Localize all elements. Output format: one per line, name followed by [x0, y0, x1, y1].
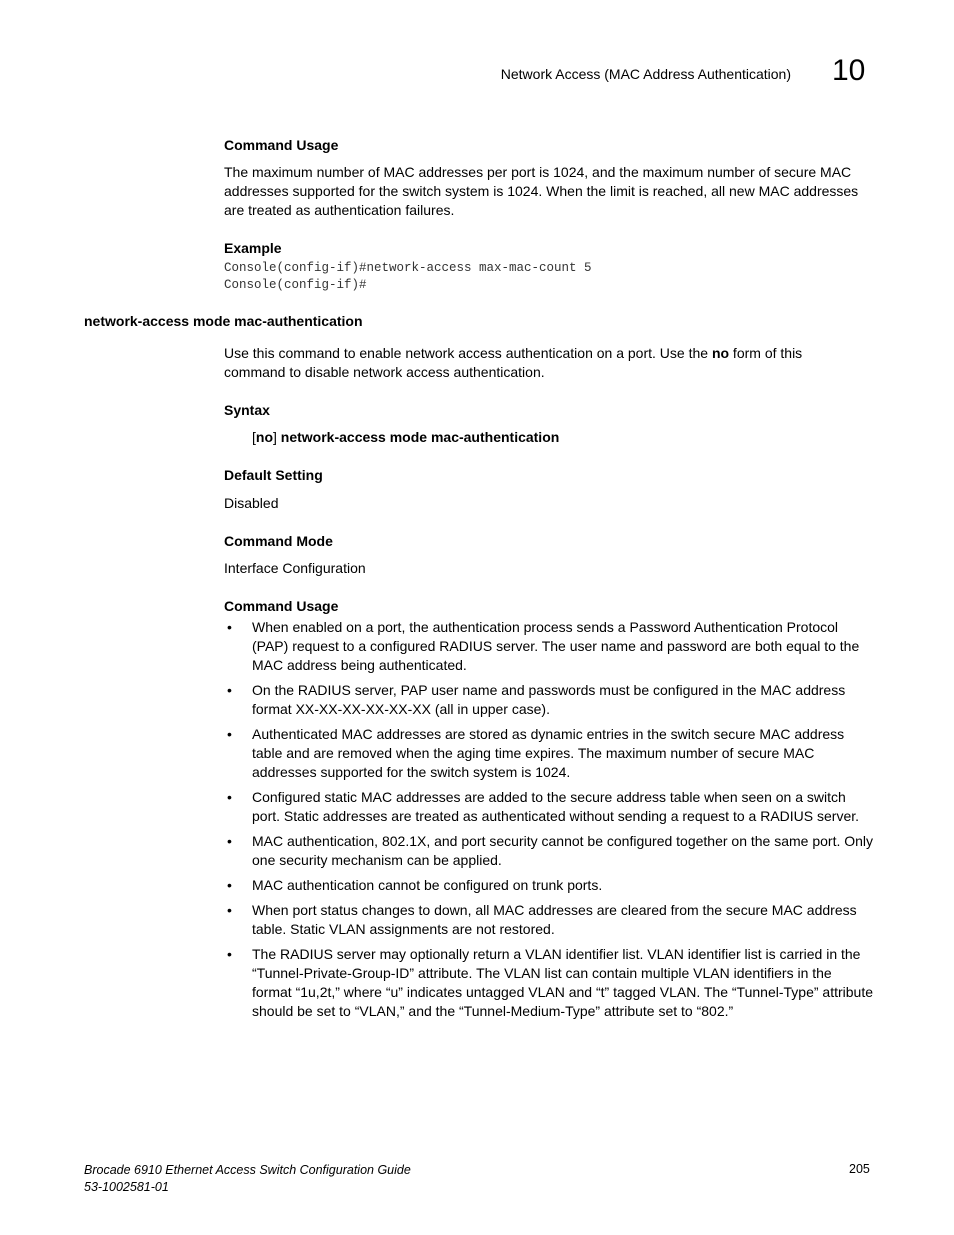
footer-doc-number: 53-1002581-01 — [84, 1180, 169, 1194]
syntax-command: network-access mode mac-authentication — [280, 429, 560, 445]
bullet-icon: • — [227, 726, 232, 742]
bullet-icon: • — [227, 902, 232, 918]
default-setting-heading: Default Setting — [224, 467, 323, 483]
command-description — [224, 344, 854, 382]
command-usage-list — [224, 618, 874, 1027]
list-item-text: On the RADIUS server, PAP user name and passwords must be configured in the MAC address format XX-XX-XX-XX-XX-XX (all in upper case). — [252, 682, 846, 717]
syntax-heading: Syntax — [224, 402, 270, 418]
description-keyword: no — [711, 345, 730, 361]
list-item-text: When enabled on a port, the authentication process sends a Password Authentication Protocol (PAP) request to a configured RADIUS server. The user name and password are both equal to the MAC address being authenticated. — [252, 619, 860, 673]
page-number: 205 — [849, 1162, 870, 1176]
list-item — [224, 681, 874, 719]
command-mode-value: Interface Configuration — [224, 560, 366, 576]
default-setting-value: Disabled — [224, 495, 279, 511]
description-text-1: Use this command to enable network access authentication on a port. Use the — [224, 345, 712, 361]
bullet-icon: • — [227, 619, 232, 635]
prev-usage-text: The maximum number of MAC addresses per port is 1024, and the maximum number of secure MAC addresses supported for the switch system is 1024. When the limit is reached, all new MAC addresses are treated as authentication failures. — [224, 164, 859, 218]
syntax-line — [252, 429, 559, 445]
list-item — [224, 832, 874, 870]
list-item — [224, 945, 874, 1021]
command-mode-heading: Command Mode — [224, 533, 333, 549]
command-usage-heading: Command Usage — [224, 598, 339, 614]
chapter-number: 10 — [832, 54, 866, 87]
bullet-icon: • — [227, 789, 232, 805]
list-item — [224, 618, 874, 675]
list-item — [224, 901, 874, 939]
list-item-text: Authenticated MAC addresses are stored as dynamic entries in the switch secure MAC address table and are removed when the aging time expires. The maximum number of secure MAC addresses supported for the switch system is 1024. — [252, 726, 845, 780]
example-code-line-2: Console(config-if)# — [224, 278, 367, 292]
example-code-line-1: Console(config-if)#network-access max-mac-count 5 — [224, 261, 592, 275]
list-item-text: When port status changes to down, all MAC addresses are cleared from the secure MAC address table. Static VLAN assignments are not restored. — [252, 902, 857, 937]
list-item — [224, 725, 874, 782]
list-item — [224, 788, 874, 826]
list-item-text: The RADIUS server may optionally return a VLAN identifier list. VLAN identifier list is carried in the “Tunnel-Private-Group-ID” attribute. The VLAN list can contain multiple VLAN identifiers in the format “1u,2t,” where “u” indicates untagged VLAN and “t” tagged VLAN. The “Tunnel-Type” attribute should be set to “VLAN,” and the “Tunnel-Medium-Type” attribute set to “802.” — [252, 946, 873, 1019]
syntax-bracket-close: ] — [273, 429, 281, 445]
list-item-text: Configured static MAC addresses are added to the secure address table when seen on a switch port. Static addresses are treated as authenticated without sending a request to a RADIUS server. — [252, 789, 860, 824]
prev-usage-heading: Command Usage — [224, 137, 339, 153]
bullet-icon: • — [227, 682, 232, 698]
syntax-no-keyword: no — [255, 429, 273, 445]
command-title: network-access mode mac-authentication — [84, 313, 363, 329]
list-item-text: MAC authentication, 802.1X, and port security cannot be configured together on the same port. Only one security mechanism can be applied. — [252, 833, 874, 868]
example-heading: Example — [224, 240, 282, 256]
description-text-2: form of this command to disable network access authentication. — [224, 345, 803, 380]
list-item — [224, 876, 874, 895]
running-header-title: Network Access (MAC Address Authentication) — [500, 66, 791, 82]
bullet-icon: • — [227, 877, 232, 893]
footer-guide-title: Brocade 6910 Ethernet Access Switch Configuration Guide — [84, 1163, 411, 1177]
bullet-icon: • — [227, 946, 232, 962]
list-item-text: MAC authentication cannot be configured on trunk ports. — [252, 877, 603, 893]
bullet-icon: • — [227, 833, 232, 849]
syntax-bracket-open: [ — [252, 429, 256, 445]
